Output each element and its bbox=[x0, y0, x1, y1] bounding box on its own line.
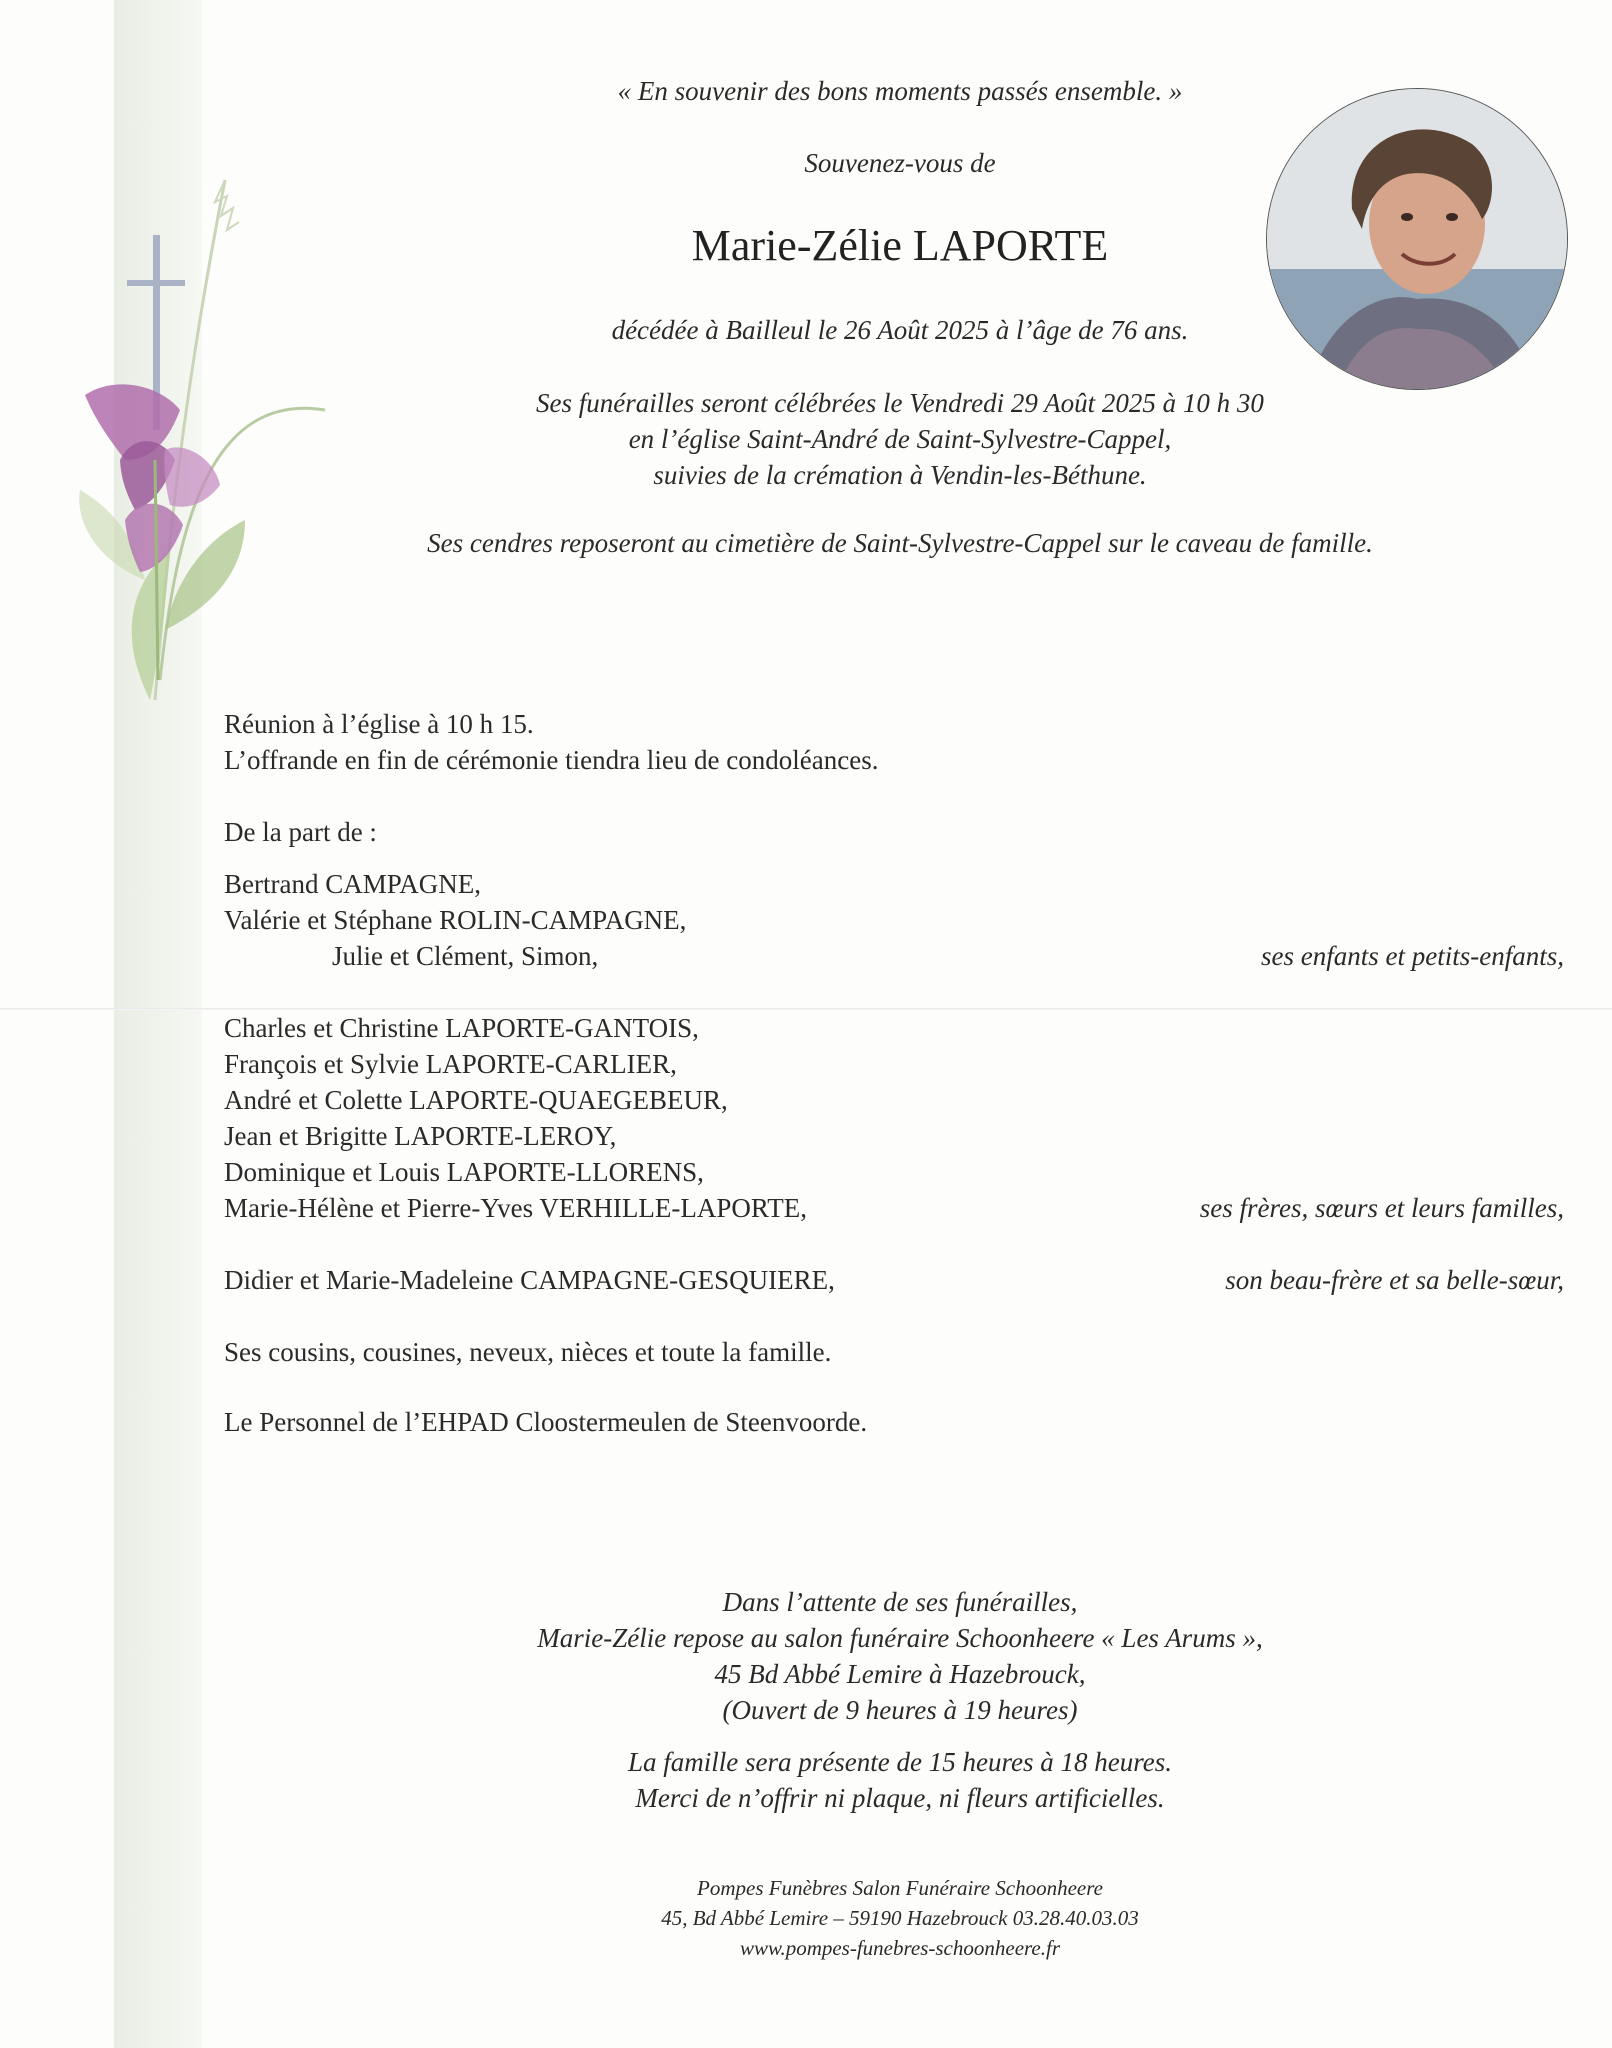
rest-info bbox=[280, 1584, 1520, 1728]
from-label-block bbox=[224, 814, 1564, 850]
remember-line: Souvenez-vous de bbox=[804, 148, 996, 178]
relationship-label: ses frères, sœurs et leurs familles, bbox=[1199, 1193, 1564, 1223]
children-block bbox=[224, 866, 1564, 974]
death-notice: décédée à Bailleul le 26 Août 2025 à l’âge de 76 ans. bbox=[611, 315, 1189, 345]
memorial-quote: « En souvenir des bons moments passés ensemble. » bbox=[617, 76, 1183, 106]
company-address: 45, Bd Abbé Lemire – 59190 Hazebrouck 03.28.40.03.03 bbox=[661, 1906, 1139, 1930]
family-member: Dominique et Louis LAPORTE-LLORENS, bbox=[224, 1157, 704, 1187]
family-member: Valérie et Stéphane ROLIN-CAMPAGNE, bbox=[224, 905, 687, 935]
from-label: De la part de : bbox=[224, 817, 377, 847]
family-member: Ses cousins, cousines, neveux, nièces et toute la famille. bbox=[224, 1337, 832, 1367]
ceremony-line: Ses funérailles seront célébrées le Vendredi 29 Août 2025 à 10 h 30 bbox=[536, 388, 1264, 418]
rest-line: Marie-Zélie repose au salon funéraire Schoonheere « Les Arums », bbox=[537, 1623, 1263, 1653]
relationship-label: son beau-frère et sa belle-sœur, bbox=[1225, 1265, 1564, 1295]
staff-block bbox=[224, 1404, 1564, 1440]
rest-line: 45 Bd Abbé Lemire à Hazebrouck, bbox=[714, 1659, 1086, 1689]
family-member: François et Sylvie LAPORTE-CARLIER, bbox=[224, 1049, 677, 1079]
family-member: Bertrand CAMPAGNE, bbox=[224, 869, 482, 899]
offering-line: L’offrande en fin de cérémonie tiendra lieu de condoléances. bbox=[224, 745, 879, 775]
family-member: Le Personnel de l’EHPAD Cloostermeulen de Steenvoorde. bbox=[224, 1407, 868, 1437]
company-website: www.pompes-funebres-schoonheere.fr bbox=[739, 1936, 1060, 1960]
family-member: André et Colette LAPORTE-QUAEGEBEUR, bbox=[224, 1085, 728, 1115]
ceremony-line: suivies de la crémation à Vendin-les-Béthune. bbox=[653, 460, 1147, 490]
request-line: Merci de n’offrir ni plaque, ni fleurs artificielles. bbox=[635, 1783, 1165, 1813]
siblings-block bbox=[224, 1010, 1564, 1226]
family-member: Charles et Christine LAPORTE-GANTOIS, bbox=[224, 1013, 699, 1043]
funeral-home-footer bbox=[280, 1873, 1520, 1963]
rest-line: (Ouvert de 9 heures à 19 heures) bbox=[722, 1695, 1078, 1725]
family-member: Didier et Marie-Madeleine CAMPAGNE-GESQUIERE, bbox=[224, 1265, 835, 1295]
company-name: Pompes Funèbres Salon Funéraire Schoonheere bbox=[697, 1876, 1103, 1900]
deceased-name: Marie-Zélie LAPORTE bbox=[691, 221, 1109, 270]
meeting-info bbox=[224, 706, 1564, 778]
ceremony-details bbox=[280, 385, 1520, 493]
ashes-notice: Ses cendres reposeront au cimetière de Saint-Sylvestre-Cappel sur le caveau de famille. bbox=[427, 528, 1373, 558]
rest-line: Dans l’attente de ses funérailles, bbox=[722, 1587, 1078, 1617]
cousins-block bbox=[224, 1334, 1564, 1370]
family-notes bbox=[280, 1744, 1520, 1816]
meeting-line: Réunion à l’église à 10 h 15. bbox=[224, 709, 534, 739]
ceremony-line: en l’église Saint-André de Saint-Sylvestre-Cappel, bbox=[628, 424, 1172, 454]
family-member: Marie-Hélène et Pierre-Yves VERHILLE-LAPORTE, bbox=[224, 1193, 807, 1223]
in-laws-block bbox=[224, 1262, 1564, 1298]
family-member: Julie et Clément, Simon, bbox=[332, 941, 599, 971]
relationship-label: ses enfants et petits-enfants, bbox=[1261, 941, 1564, 971]
presence-line: La famille sera présente de 15 heures à 18 heures. bbox=[628, 1747, 1172, 1777]
family-member: Jean et Brigitte LAPORTE-LEROY, bbox=[224, 1121, 617, 1151]
